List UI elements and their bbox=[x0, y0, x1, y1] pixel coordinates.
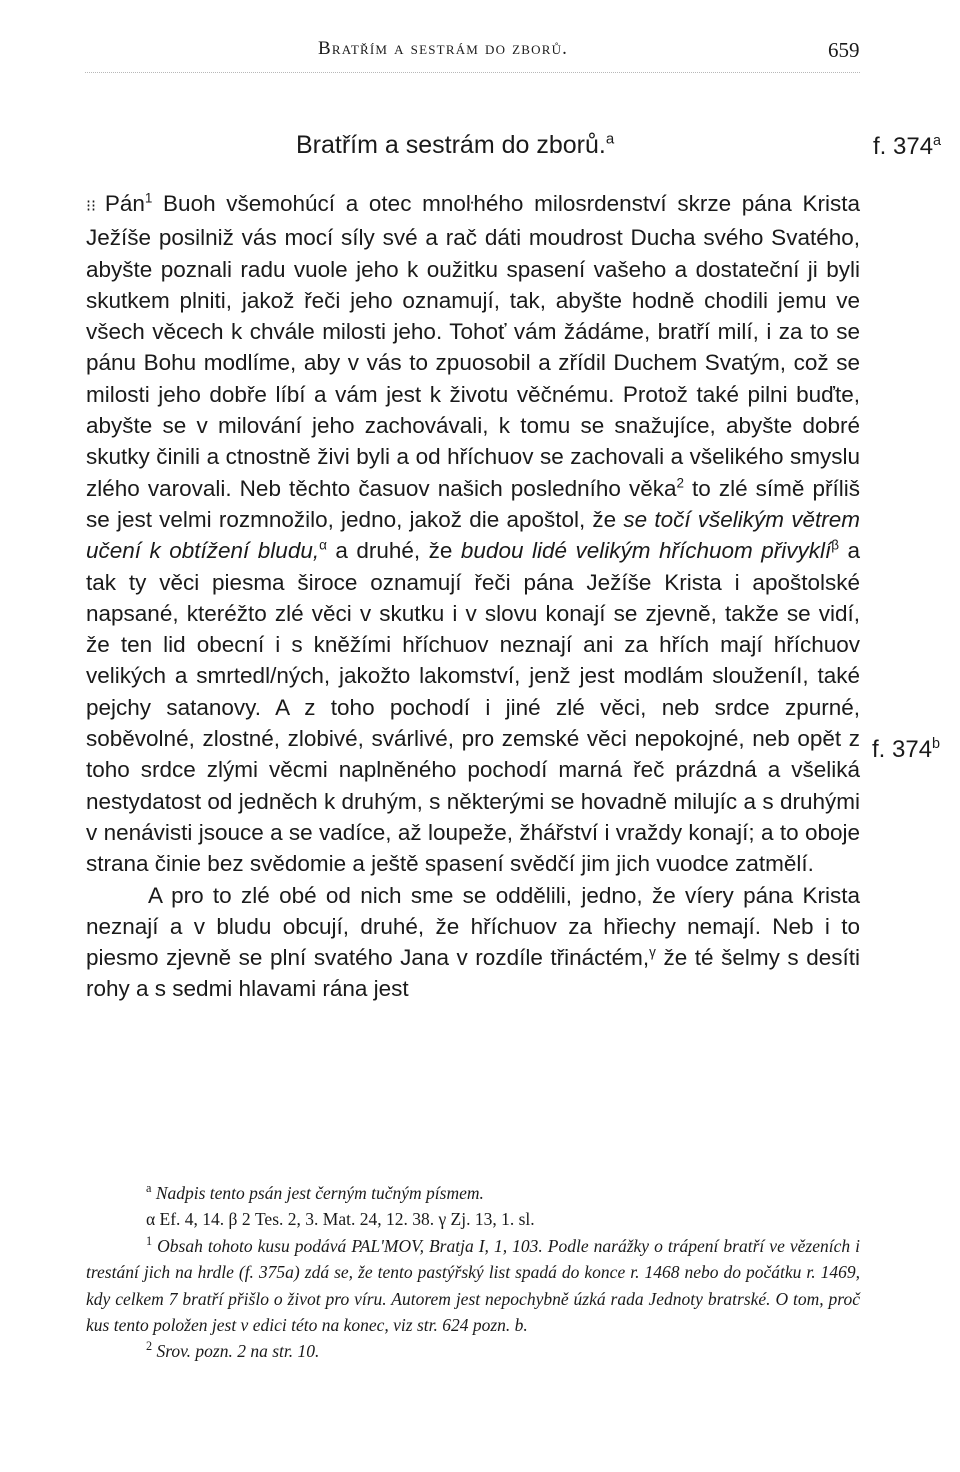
page-number: 659 bbox=[828, 38, 860, 62]
paragraph-1: ⁝⁝ Pán$^1$ Buoh všemohúcí a otec mnoŀhého milosrdenství skrze pána Krista Ježíše posilniž vás mocí síly své a rač dáti moudrost Ducha svého Svatého, abyšte poznali radu vuole jeho k oužitku spasení vašeho a dostatеční ji byli skutkem plniti, jakož řeči jeho oznamují, tak, abyšte hodně chodili jemu ve všech věcech k chvále milosti jeho. Tohoť vám žádáme, bratří milí, i za to se pánu Bohu modlíme, aby v vás to zpuosobil a zřídil Duchem Svatým, což se milosti jeho dobře líbí a vám jest k životu věčnému. Protož také pilni buďte, abyšte se v milování jeho zachovávali, k tomu se snažujíce, abyšte dobré skutky činili a ctnostně živi byli a od hříchuov se zachovali a všelikého smyslu zlého varovali. Neb těchto časuov našich posledního věka$^2$ to zlé símě příliš se jest velmi rozmnožilo, jedno, jakož die apoštol, že se točí všelikým větrem učení k obtížení bludu,$^\alpha$ a druhé, že budou lidé velikým hříchuom přivyklí$^\beta$ a tak ty věci piesma široce oznamují řeči pána Ježíše Krista i apoštolské napsané, kteréžto zlé věci v skutku i v slovu konají se zjevně, takže se vidí, že ten lid obecní i s kněžími hříchuov neznají ani za hřích mají hříchuov velikých a smrtedl/ných, jakožto lakomství, jenž jest modlám slouženíI, také pejchy satanovy. A z toho pochodí i jiné zlé věci, neb srdce zpurné, soběvolné, zlostné, zlobivé, svárlivé, pro zemské věci nepokojné, neb opět z toho srdce zlými věcmi naplněného pochodí marná řeč prázdná a všeliká nestydatost od jedněch k druhým, s některými se hovadně milujíc a s druhými v nenávisti jsouce a se vadíce, až loupeže, žhářství i vraždy konají; a to oboje strana činie bez svědomie a ještě spasení svědčí jim jich vuodce zatmělí. bbox=[86, 190, 860, 877]
initial-mark: ⁝⁝ bbox=[86, 198, 105, 215]
section-title bbox=[296, 131, 614, 160]
section-title-text: Bratřím a sestrám do zborů. bbox=[296, 131, 606, 159]
ref-mark-alpha: α bbox=[319, 537, 327, 553]
footnote-ref-1: 1 bbox=[144, 190, 153, 206]
running-head bbox=[0, 38, 960, 68]
main-text bbox=[86, 188, 860, 1005]
footnote-a: $^a$ Nadpis tento psán jest černým tučným písmem. bbox=[146, 1181, 484, 1203]
footnote-ref-2: 2 bbox=[676, 475, 684, 491]
header-rule bbox=[85, 72, 860, 73]
quote-1: se točí všelikým větrem učení k obtížení bludu, bbox=[86, 506, 860, 564]
footnote-refs: α Ef. 4, 14. β 2 Tes. 2, 3. Mat. 24, 12. 38. γ Zj. 13, 1. sl. bbox=[146, 1209, 535, 1230]
folio-marker-374b: f. 374$^b$ bbox=[872, 736, 941, 763]
footnote-2: $^2$ Srov. pozn. 2 na str. 10. bbox=[146, 1339, 320, 1362]
paragraph-2: A pro to zlé obé od nich sme se oddělili, jedno, že víery pána Krista neznají a v bludu obcují, druhé, že hříchuov za hřiechy nemají. Neb i to piesmo zjevně se plní svatého Jana v rozdíle třináctém,$^\gamma$ že té šelmy s desíti rohy a s sedmi hlavami rána jest bbox=[86, 882, 860, 1002]
running-title: Bratřím a sestrám do zborů. bbox=[318, 38, 569, 59]
quote-2: budou lidé velikým hříchuom přivyklí bbox=[460, 538, 832, 564]
ref-mark-gamma: γ bbox=[649, 944, 656, 960]
folio-marker-374a: f. 374$^a$ bbox=[873, 133, 942, 160]
title-note-mark: a bbox=[605, 130, 615, 148]
ref-mark-beta: β bbox=[831, 537, 839, 553]
footnote-1: $^1$ Obsah tohoto kusu podává PAL'MOV, Bratja I, 1, 103. Podle narážky o trápení bratří ve vězeních i trestání jich na hrdle (f. 375a) zdá se, že tento pastýřský list spadá do konce r. 1468 nebo do počátku r. 1469, kdy celkem 7 bratří přišlo o život pro víru. Autorem jest nepochybně úzká rada Jednoty bratrské. O tom, proč kus tento položen jest v edici této na konec, viz str. 624 pozn. b. bbox=[86, 1233, 861, 1336]
footnotes bbox=[86, 1180, 860, 1365]
